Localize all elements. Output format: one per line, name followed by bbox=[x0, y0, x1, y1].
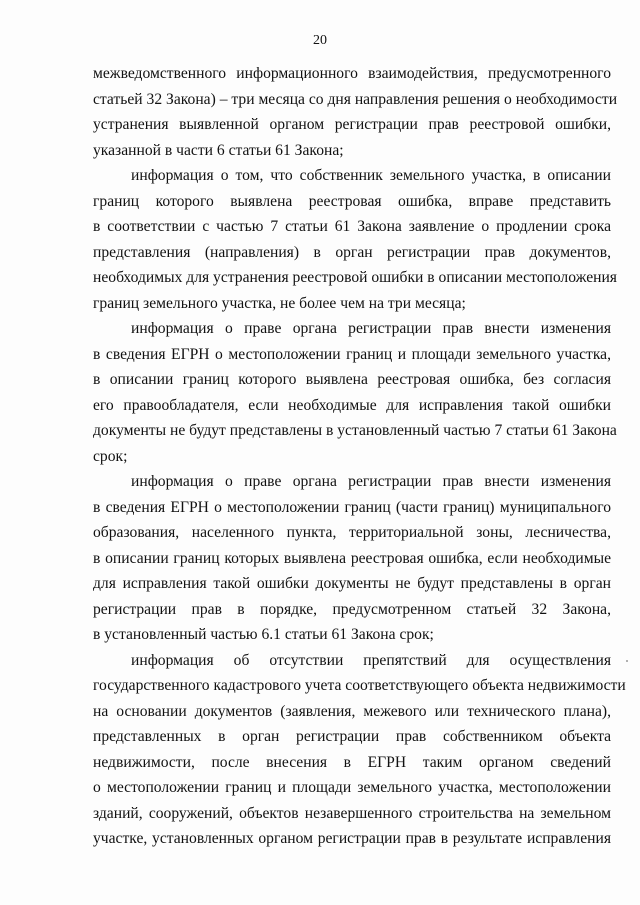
text-line: представления (направления) в орган регистрации прав документов, bbox=[93, 243, 611, 261]
text-line: регистрации прав в порядке, предусмотренном статьей 32 Закона, bbox=[93, 600, 611, 618]
text-line: границ которого выявлена реестровая ошибка, вправе представить bbox=[93, 192, 611, 210]
text-line: межведомственного информационного взаимодействия, предусмотренного bbox=[93, 65, 611, 82]
text-line: информация о том, что собственник земельного участка, в описании bbox=[131, 167, 611, 184]
text-line: в сведения ЕГРН о местоположении границ (части границ) муниципального bbox=[93, 498, 611, 516]
text-line: статьей 32 Закона) – три месяца со дня направления решения о необходимости bbox=[93, 90, 618, 108]
text-line: информация о праве органа регистрации прав внести изменения bbox=[131, 320, 611, 337]
text-line: в установленный частью 6.1 статьи 61 Закона срок; bbox=[93, 626, 434, 643]
text-line: информация о праве органа регистрации прав внести изменения bbox=[131, 473, 611, 490]
text-line: необходимых для устранения реестровой ошибки в описании местоположения bbox=[93, 269, 617, 286]
text-line: устранения выявленной органом регистрации прав реестровой ошибки, bbox=[93, 116, 611, 133]
text-line: его правообладателя, если необходимые для исправления такой ошибки bbox=[93, 396, 611, 414]
text-line: информация об отсутствии препятствий для осуществления bbox=[131, 651, 611, 669]
paragraph bbox=[93, 163, 617, 316]
text-line: недвижимости, после внесения в ЕГРН таким органом сведений bbox=[93, 753, 611, 771]
page-number: 20 bbox=[313, 33, 327, 48]
text-line: срок; bbox=[93, 447, 128, 465]
text-line: в сведения ЕГРН о местоположении границ и площади земельного участка, bbox=[93, 345, 611, 363]
text-line: о местоположении границ и площади земельного участка, местоположении bbox=[93, 779, 611, 796]
text-line: в описании границ которого выявлена реестровая ошибка, без согласия bbox=[93, 371, 611, 388]
text-line: образования, населенного пункта, территориальной зоны, лесничества, bbox=[93, 524, 611, 541]
scan-speck bbox=[626, 660, 628, 662]
paragraph bbox=[93, 648, 626, 852]
text-line: участке, установленных органом регистрации прав в результате исправления bbox=[93, 830, 611, 847]
paragraph bbox=[93, 469, 611, 648]
text-line: представленных в орган регистрации прав собственником объекта bbox=[93, 728, 611, 745]
text-line: для исправления такой ошибки документы не будут представлены в орган bbox=[93, 575, 611, 592]
text-line: на основании документов (заявления, межевого или технического плана), bbox=[93, 702, 611, 720]
text-line: в описании границ которых выявлена реестровая ошибка, если необходимые bbox=[93, 549, 611, 567]
text-line: документы не будут представлены в установленный частью 7 статьи 61 Закона bbox=[93, 422, 617, 439]
text-line: границ земельного участка, не более чем на три месяца; bbox=[93, 294, 466, 312]
text-line: зданий, сооружений, объектов незавершенного строительства на земельном bbox=[93, 804, 611, 822]
text-line: государственного кадастрового учета соответствующего объекта недвижимости bbox=[93, 677, 626, 694]
text-line: в соответствии с частью 7 статьи 61 Закона заявление о продлении срока bbox=[93, 218, 611, 235]
document-body bbox=[93, 61, 626, 852]
text-line: указанной в части 6 статьи 61 Закона; bbox=[93, 141, 344, 159]
paragraph bbox=[93, 61, 618, 163]
paragraph bbox=[93, 316, 617, 469]
